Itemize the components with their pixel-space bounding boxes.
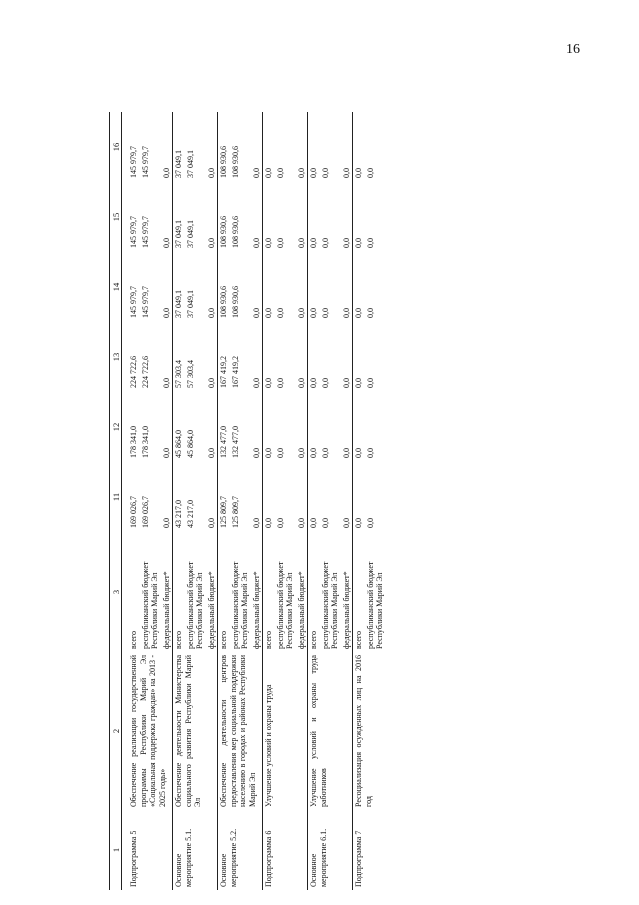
amount-cell: 57 303,4 xyxy=(185,360,195,388)
amount-cell: 0,0 xyxy=(341,378,351,388)
amount-cell: 0,0 xyxy=(296,448,306,458)
funding-source: федеральный бюджет* xyxy=(206,571,216,649)
amount-cell: 0,0 xyxy=(320,518,330,528)
amount-cell: 37 049,1 xyxy=(173,252,185,322)
amount-cell: 37 049,1 xyxy=(185,290,195,318)
amount-cell: 0,0 xyxy=(263,112,275,182)
amount-cell: 0,0 xyxy=(161,378,171,388)
funding-source: республиканский бюджет Республики Марий Эл xyxy=(185,561,204,649)
column-header: 15 xyxy=(110,182,122,252)
amount-cell: 0,0 xyxy=(341,308,351,318)
amount-cell: 132 477,0 xyxy=(218,392,230,462)
amount-cell: 108 930,6 xyxy=(218,252,230,322)
amount-cell: 0,0 xyxy=(161,308,171,318)
amount-cell: 145 979,7 xyxy=(140,286,150,318)
column-header: 11 xyxy=(110,462,122,532)
amount-cell: 0,0 xyxy=(275,238,285,248)
amount-cell: 0,0 xyxy=(341,238,351,248)
amount-cell: 0,0 xyxy=(206,448,216,458)
amount-cell: 145 979,7 xyxy=(140,146,150,178)
amount-cell: 45 864,0 xyxy=(185,430,195,458)
amount-cell: 0,0 xyxy=(320,308,330,318)
amount-cell: 37 049,1 xyxy=(185,150,195,178)
column-header: 12 xyxy=(110,392,122,462)
amount-cell: 0,0 xyxy=(308,392,320,462)
amount-cell: 125 809,7 xyxy=(218,462,230,532)
amount-cell: 0,0 xyxy=(263,182,275,252)
amount-cell: 0,0 xyxy=(353,322,365,392)
table-row xyxy=(353,112,365,890)
header-row xyxy=(110,112,122,890)
column-header: 14 xyxy=(110,252,122,322)
amount-cell: 0,0 xyxy=(353,462,365,532)
amount-cell: 0,0 xyxy=(206,168,216,178)
amount-cell: 0,0 xyxy=(206,308,216,318)
amount-cell: 0,0 xyxy=(263,322,275,392)
amount-cell: 0,0 xyxy=(296,238,306,248)
amount-cell: 0,0 xyxy=(365,168,375,178)
amount-cell: 108 930,6 xyxy=(230,216,240,248)
amount-cell: 0,0 xyxy=(263,462,275,532)
amount-cell: 0,0 xyxy=(275,378,285,388)
amount-cell: 0,0 xyxy=(275,448,285,458)
amount-cell: 125 809,7 xyxy=(230,496,240,528)
amount-cell: 0,0 xyxy=(263,392,275,462)
program-code: Подпрограмма 7 xyxy=(353,810,386,890)
amount-cell: 0,0 xyxy=(206,378,216,388)
program-code: Основное мероприятие 6.1. xyxy=(308,810,353,890)
amount-cell: 0,0 xyxy=(263,252,275,322)
table-body xyxy=(122,112,386,890)
program-code: Подпрограмма 6 xyxy=(263,810,308,890)
funding-source: республиканский бюджет Республики Марий Эл xyxy=(275,561,294,649)
amount-cell: 0,0 xyxy=(353,252,365,322)
amount-cell: 0,0 xyxy=(161,238,171,248)
amount-cell: 0,0 xyxy=(206,238,216,248)
funding-source: федеральный бюджет* xyxy=(296,571,306,649)
amount-cell: 0,0 xyxy=(308,252,320,322)
amount-cell: 145 979,7 xyxy=(129,146,138,178)
amount-cell: 0,0 xyxy=(296,168,306,178)
amount-cell: 167 419,2 xyxy=(218,322,230,392)
amount-cell: 0,0 xyxy=(275,168,285,178)
amount-cell: 132 477,0 xyxy=(230,426,240,458)
amount-cell: 145 979,7 xyxy=(129,216,138,248)
program-name: Ресоциализация осужденных лиц на 2016 год xyxy=(353,652,386,810)
table-row xyxy=(308,112,320,890)
amount-cell: 0,0 xyxy=(161,448,171,458)
amount-cell: 0,0 xyxy=(251,168,261,178)
amount-cell: 0,0 xyxy=(320,378,330,388)
amount-cell: 0,0 xyxy=(320,168,330,178)
amount-cell: 0,0 xyxy=(365,308,375,318)
table-row xyxy=(173,112,185,890)
table-row xyxy=(218,112,230,890)
amount-cell: 57 303,4 xyxy=(173,322,185,392)
amount-cell: 0,0 xyxy=(296,518,306,528)
amount-cell: 169 026,7 xyxy=(140,496,150,528)
amount-cell: 0,0 xyxy=(251,448,261,458)
amount-cell: 0,0 xyxy=(320,448,330,458)
amount-cell: 0,0 xyxy=(365,518,375,528)
amount-cell: 178 341,0 xyxy=(140,426,150,458)
amount-cell: 43 217,0 xyxy=(173,462,185,532)
amount-cell: 43 217,0 xyxy=(185,500,195,528)
funding-source: республиканский бюджет Республики Марий Эл xyxy=(140,561,159,649)
funding-source: всего xyxy=(173,532,185,652)
funding-source: всего xyxy=(218,532,230,652)
funding-source: республиканский бюджет Республики Марий Эл xyxy=(365,561,384,649)
column-header: 16 xyxy=(110,112,122,182)
amount-cell: 0,0 xyxy=(353,392,365,462)
funding-source: всего xyxy=(353,532,365,652)
amount-cell: 0,0 xyxy=(341,518,351,528)
column-header: 1 xyxy=(110,810,122,890)
program-code: Основное мероприятие 5.1. xyxy=(173,810,218,890)
amount-cell: 0,0 xyxy=(275,518,285,528)
funding-source: республиканский бюджет Республики Марий Эл xyxy=(230,561,249,649)
program-name: Обеспечение деятельности центров предоставления мер социальной поддержки населению в городах и районах Республики Марий Эл xyxy=(218,652,263,810)
column-header: 3 xyxy=(110,532,122,652)
amount-cell: 0,0 xyxy=(308,322,320,392)
page-number: 16 xyxy=(566,42,580,57)
amount-cell: 224 722,6 xyxy=(140,356,150,388)
budget-table-sheet xyxy=(109,112,629,890)
amount-cell: 0,0 xyxy=(365,448,375,458)
amount-cell: 108 930,6 xyxy=(218,182,230,252)
amount-cell: 0,0 xyxy=(353,112,365,182)
amount-cell: 0,0 xyxy=(365,378,375,388)
program-name: Обеспечение реализации государственной программы Республики Марий Эл «Социальная поддержка граждан» на 2013 - 2025 годы» xyxy=(129,655,167,807)
amount-cell: 0,0 xyxy=(320,238,330,248)
funding-source: всего xyxy=(263,532,275,652)
table-row xyxy=(263,112,275,890)
amount-cell: 0,0 xyxy=(308,462,320,532)
amount-cell: 0,0 xyxy=(341,168,351,178)
amount-cell: 0,0 xyxy=(353,182,365,252)
amount-cell: 145 979,7 xyxy=(140,216,150,248)
funding-source: республиканский бюджет Республики Марий Эл xyxy=(320,561,339,649)
amount-cell: 45 864,0 xyxy=(173,392,185,462)
amount-cell: 0,0 xyxy=(251,518,261,528)
amount-cell: 169 026,7 xyxy=(129,496,138,528)
amount-cell: 108 930,6 xyxy=(230,146,240,178)
funding-source: федеральный бюджет* xyxy=(161,571,171,649)
amount-cell: 0,0 xyxy=(308,182,320,252)
funding-source: федеральный бюджет* xyxy=(341,571,351,649)
amount-cell: 0,0 xyxy=(308,112,320,182)
amount-cell: 0,0 xyxy=(206,518,216,528)
budget-table xyxy=(109,112,386,890)
amount-cell: 0,0 xyxy=(341,448,351,458)
funding-source: всего xyxy=(308,532,320,652)
program-code: Подпрограмма 5 xyxy=(129,830,138,887)
table-row xyxy=(122,112,140,890)
amount-cell: 178 341,0 xyxy=(129,426,138,458)
amount-cell: 0,0 xyxy=(296,308,306,318)
amount-cell: 108 930,6 xyxy=(230,286,240,318)
amount-cell: 0,0 xyxy=(251,238,261,248)
amount-cell: 0,0 xyxy=(251,308,261,318)
amount-cell: 0,0 xyxy=(296,378,306,388)
amount-cell: 37 049,1 xyxy=(185,220,195,248)
amount-cell: 0,0 xyxy=(275,308,285,318)
amount-cell: 0,0 xyxy=(161,518,171,528)
funding-source: всего xyxy=(129,630,138,649)
amount-cell: 37 049,1 xyxy=(173,182,185,252)
column-header: 13 xyxy=(110,322,122,392)
amount-cell: 145 979,7 xyxy=(129,286,138,318)
amount-cell: 37 049,1 xyxy=(173,112,185,182)
amount-cell: 0,0 xyxy=(161,168,171,178)
amount-cell: 108 930,6 xyxy=(218,112,230,182)
amount-cell: 0,0 xyxy=(365,238,375,248)
amount-cell: 224 722,6 xyxy=(129,356,138,388)
funding-source: федеральный бюджет* xyxy=(251,571,261,649)
program-name: Обеспечение деятельности Министерства социального развития Республики Марий Эл xyxy=(173,652,218,810)
column-header: 2 xyxy=(110,652,122,810)
amount-cell: 0,0 xyxy=(251,378,261,388)
program-code: Основное мероприятие 5.2. xyxy=(218,810,263,890)
program-name: Улучшение условий и охраны труда xyxy=(263,652,308,810)
program-name: Улучшение условий и охраны труда работников xyxy=(308,652,353,810)
amount-cell: 167 419,2 xyxy=(230,356,240,388)
